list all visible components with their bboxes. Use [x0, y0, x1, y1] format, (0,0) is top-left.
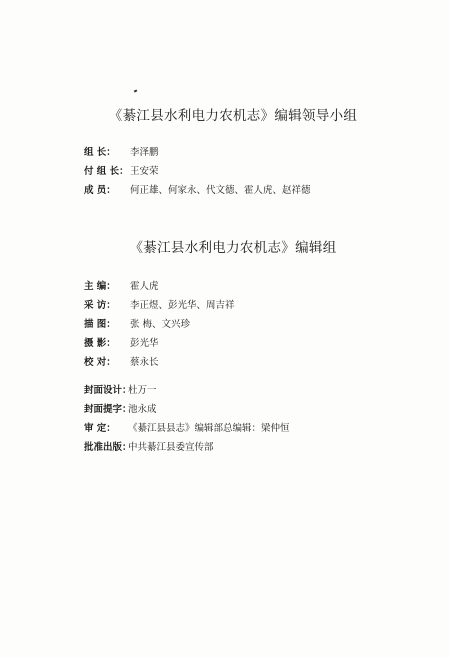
row-value: 李正煜、彭光华、周吉祥: [130, 300, 235, 311]
row-value: 中共綦江县委宣传部: [128, 442, 214, 453]
row-label: 成 员：: [84, 185, 116, 196]
editorial-row-chief-editor: [84, 280, 159, 294]
leadership-row-leader: [84, 146, 159, 160]
row-label: 封面提字：: [84, 404, 132, 415]
credit-row-cover-calligraphy: [84, 403, 157, 417]
row-label: 主 编：: [84, 281, 116, 292]
credit-row-publication: [84, 441, 214, 455]
row-value: 张 梅、文兴珍: [130, 319, 191, 330]
editorial-row-proofreading: [84, 356, 159, 370]
row-value: 彭光华: [130, 338, 159, 349]
row-label: 批准出版：: [84, 442, 132, 453]
row-label: 封面设计：: [84, 385, 132, 396]
editorial-row-photography: [84, 337, 159, 351]
row-value: 何正雄、何家永、代文德、霍人虎、赵祥德: [130, 185, 311, 196]
row-label: 采 访：: [84, 300, 116, 311]
row-label: 校 对：: [84, 357, 116, 368]
editorial-group-title: 《綦江县水利电力农机志》编辑组: [129, 240, 337, 256]
credit-row-approval: [84, 422, 290, 436]
row-label: 审 定：: [84, 423, 116, 434]
row-label: 付 组 长：: [84, 166, 129, 177]
editorial-row-interview: [84, 299, 235, 313]
leadership-row-members: [84, 184, 311, 198]
scan-speck: [134, 89, 138, 92]
editorial-row-drawing: [84, 318, 190, 332]
row-value: 霍人虎: [130, 281, 159, 292]
row-value: 杜万一: [128, 385, 157, 396]
row-label: 组 长：: [84, 147, 116, 158]
row-value: 李泽鹏: [130, 147, 159, 158]
row-value: 池永成: [128, 404, 157, 415]
row-value: 蔡永长: [130, 357, 159, 368]
credit-row-cover-design: [84, 384, 157, 398]
leadership-row-deputy: [84, 165, 159, 179]
row-value: 《綦江县县志》编辑部总编辑：梁仲恒: [128, 423, 290, 434]
row-value: 王安荣: [130, 166, 159, 177]
row-label: 描 图：: [84, 319, 116, 330]
leadership-group-title: 《綦江县水利电力农机志》编辑领导小组: [108, 108, 358, 124]
row-label: 摄 影：: [84, 338, 116, 349]
